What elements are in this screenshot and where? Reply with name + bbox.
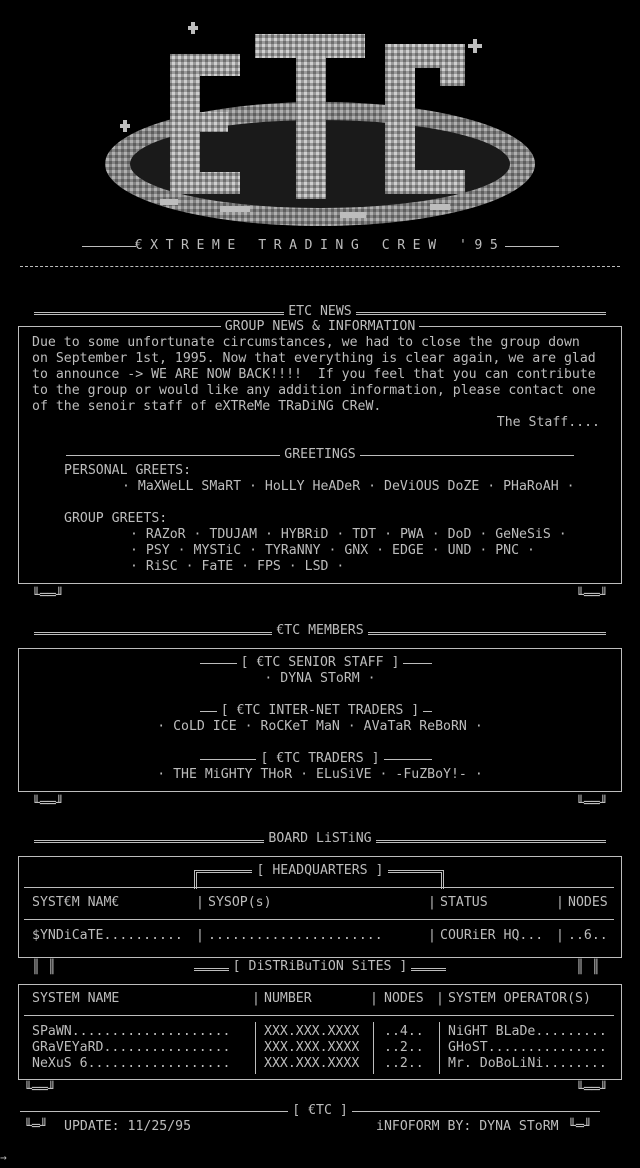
dist-row-2-sysop: GHoST............... <box>448 1040 607 1055</box>
footer-infoform: iNFOFORM BY: DYNA SToRM <box>376 1119 559 1134</box>
news-corner-left: ╙══╜ <box>32 588 64 603</box>
dist-col-system-name: SYSTEM NAME <box>32 991 120 1006</box>
dist-sep-2: | <box>370 991 378 1006</box>
footer-corner-right: ╙═╜ <box>568 1119 592 1134</box>
hq-row-status: COURiER HQ... <box>440 928 544 943</box>
dist-vline-3 <box>439 1022 440 1074</box>
news-line-2: on September 1st, 1995. Now that everything is clear again, we are glad <box>32 351 596 366</box>
dist-vline-2 <box>373 1022 374 1074</box>
hq-row-system: $YNDiCaTE.......... <box>32 928 183 943</box>
dist-bar-right: ║ ║ <box>576 960 600 975</box>
news-corner-right: ╙══╜ <box>576 588 608 603</box>
traders: · THE MiGHTY THoR · ELuSiVE · -FuZBoY!- · <box>157 767 483 782</box>
traders-title: [ €TC TRADERS ] <box>256 751 383 766</box>
dist-col-nodes: NODES <box>384 991 424 1006</box>
dist-sep-3: | <box>436 991 444 1006</box>
hq-col-nodes: NODES <box>568 895 608 910</box>
hq-sep-2: | <box>428 895 436 910</box>
group-greets-line-3: · RiSC · FaTE · FPS · LSD · <box>130 559 345 574</box>
board-title: BOARD LiSTiNG <box>264 831 375 846</box>
dist-row-3-sysop: Mr. DoBoLiNi........ <box>448 1056 607 1071</box>
senior-title: [ €TC SENIOR STAFF ] <box>237 655 404 670</box>
group-greets-line-1: · RAZoR · TDUJAM · HYBRiD · TDT · PWA · DoD · GeNeSiS · <box>130 527 567 542</box>
dist-bar-left: ║ ║ <box>32 960 56 975</box>
members-corner-left: ╙══╜ <box>32 796 64 811</box>
dist-corner-right: ╙══╜ <box>576 1082 608 1097</box>
dist-sep-1: | <box>252 991 260 1006</box>
etc-logo <box>100 14 540 234</box>
hq-row-sysop: ...................... <box>208 928 383 943</box>
hq-row-sep-1: | <box>196 928 204 943</box>
dist-corner-left: ╙══╜ <box>24 1082 56 1097</box>
dist-row-3-system: NeXuS 6.................. <box>32 1056 231 1071</box>
tagline-dash-line <box>20 266 620 267</box>
personal-greets: · MaXWeLL SMaRT · HoLLY HeADeR · DeViOUS DoZE · PHaRoAH · <box>122 479 575 494</box>
dist-header-bottom <box>24 1015 614 1016</box>
dist-row-3-number: XXX.XXX.XXXX <box>264 1056 360 1071</box>
cursor-arrow-icon: → <box>0 1151 7 1164</box>
internet-title: [ €TC INTER-NET TRADERS ] <box>217 703 424 718</box>
greetings-title: GREETINGS <box>280 447 359 462</box>
dist-col-number: NUMBER <box>264 991 312 1006</box>
group-greets-line-2: · PSY · MYSTiC · TYRaNNY · GNX · EDGE · UND · PNC · <box>130 543 535 558</box>
news-signature: The Staff.... <box>496 415 600 430</box>
hq-title: [ HEADQUARTERS ] <box>252 863 387 878</box>
hq-col-status: STATUS <box>440 895 488 910</box>
news-line-3: to announce -> WE ARE NOW BACK!!!! If you feel that you can contribute <box>32 367 596 382</box>
dist-row-3-nodes: ..2.. <box>384 1056 424 1071</box>
news-subtitle: GROUP NEWS & INFORMATION <box>221 319 420 334</box>
members-corner-right: ╙══╜ <box>576 796 608 811</box>
hq-row-nodes: ..6.. <box>568 928 608 943</box>
hq-sep-3: | <box>556 895 564 910</box>
dist-row-2-number: XXX.XXX.XXXX <box>264 1040 360 1055</box>
group-greets-label: GROUP GREETS: <box>64 511 168 526</box>
hq-col-sysop: SYSOP(s) <box>208 895 272 910</box>
hq-header-top <box>24 887 614 888</box>
footer-update: UPDATE: 11/25/95 <box>64 1119 192 1134</box>
dist-row-2-nodes: ..2.. <box>384 1040 424 1055</box>
footer-tag: [ €TC ] <box>288 1103 352 1118</box>
hq-col-system-name: SYST€M NAM€ <box>32 895 120 910</box>
hq-sep-1: | <box>196 895 204 910</box>
tagline: €XTREME TRADING CREW '95 <box>134 238 506 253</box>
news-title: ETC NEWS <box>284 304 356 319</box>
hq-row-sep-3: | <box>556 928 564 943</box>
dist-row-1-sysop: NiGHT BLaDe......... <box>448 1024 607 1039</box>
dist-row-1-number: XXX.XXX.XXXX <box>264 1024 360 1039</box>
dist-row-2-system: GRaVEYaRD................ <box>32 1040 231 1055</box>
hq-header-bottom <box>24 919 614 920</box>
internet-traders: · CoLD ICE · RoCKeT MaN · AVaTaR ReBoRN · <box>157 719 483 734</box>
news-line-5: of the senoir staff of eXTReMe TRaDiNG CReW. <box>32 399 382 414</box>
dist-row-1-nodes: ..4.. <box>384 1024 424 1039</box>
senior-staff: · DYNA SToRM · <box>264 671 376 686</box>
dist-vline-1 <box>255 1022 256 1074</box>
personal-greets-label: PERSONAL GREETS: <box>64 463 192 478</box>
news-line-4: to the group or would like any addition information, please contact one <box>32 383 596 398</box>
dist-title: [ DiSTRiBuTiON SiTES ] <box>229 959 412 974</box>
footer-corner-left: ╙═╜ <box>24 1119 48 1134</box>
dist-row-1-system: SPaWN.................... <box>32 1024 231 1039</box>
dist-col-sysop: SYSTEM OPERATOR(S) <box>448 991 591 1006</box>
hq-row-sep-2: | <box>428 928 436 943</box>
members-title: €TC MEMBERS <box>272 623 367 638</box>
news-line-1: Due to some unfortunate circumstances, we had to close the group down <box>32 335 580 350</box>
